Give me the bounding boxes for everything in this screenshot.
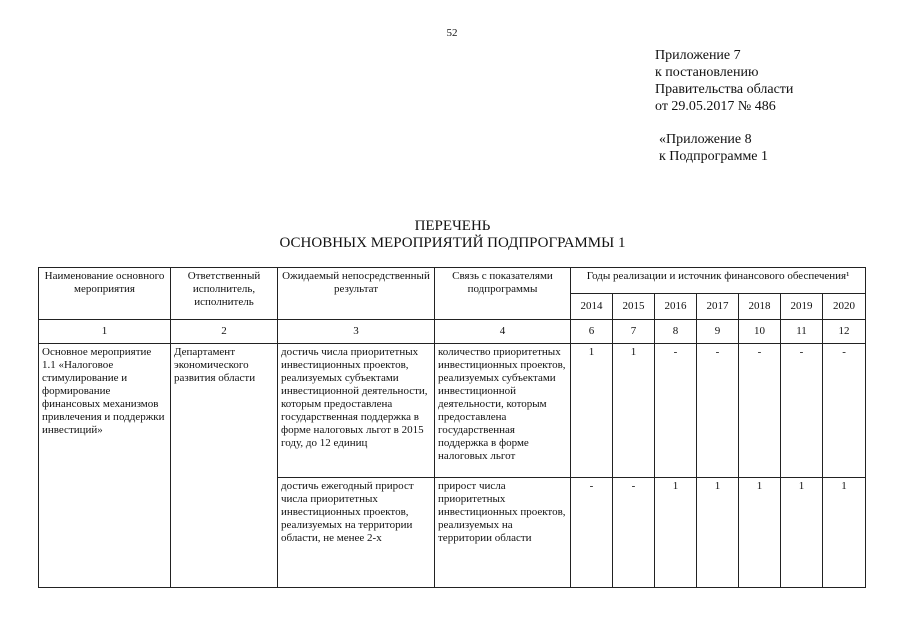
expected-result: достичь ежегодный прирост числа приоритетных инвестиционных проектов, реализуемых на территории области, не менее 2-х [278, 478, 435, 588]
year-cell: 2019 [781, 294, 823, 320]
column-number: 3 [278, 320, 435, 344]
annex-block-2 [659, 131, 768, 165]
column-number: 1 [39, 320, 171, 344]
annex-block [655, 47, 793, 115]
annex-line-1: Приложение 7 [655, 48, 741, 63]
column-number: 10 [739, 320, 781, 344]
value-cell: 1 [781, 478, 823, 588]
value-cell: 1 [655, 478, 697, 588]
value-cell: - [697, 344, 739, 478]
year-cell: 2016 [655, 294, 697, 320]
year-cell: 2014 [571, 294, 613, 320]
annex-line-2: к постановлению [655, 65, 759, 80]
value-cell: 1 [613, 344, 655, 478]
column-number: 2 [171, 320, 278, 344]
title-line-2: ОСНОВНЫХ МЕРОПРИЯТИЙ ПОДПРОГРАММЫ 1 [279, 235, 626, 251]
expected-result: достичь числа приоритетных инвестиционных проектов, реализуемых субъектами инвестиционной деятельности, которым предоставлена государственная поддержка в форме налоговых льгот в 2015 году, до 12 единиц [278, 344, 435, 478]
header-result: Ожидаемый непосредственный результат [278, 268, 435, 320]
header-name: Наименование основного мероприятия [39, 268, 171, 320]
value-cell: - [571, 478, 613, 588]
year-cell: 2018 [739, 294, 781, 320]
column-number: 11 [781, 320, 823, 344]
year-cell: 2020 [823, 294, 866, 320]
annex2-line-2: к Подпрограмме 1 [659, 149, 769, 164]
year-cell: 2015 [613, 294, 655, 320]
annex-line-3: Правительства области [655, 82, 794, 97]
indicator-link: количество приоритетных инвестиционных проектов, реализуемых субъектами инвестиционной деятельности, которым предоставлена государственная поддержка в форме налоговых льгот [435, 344, 571, 478]
annex2-line-1: «Приложение 8 [659, 132, 752, 147]
header-link: Связь с показателями подпрограммы [435, 268, 571, 320]
value-cell: - [613, 478, 655, 588]
column-number: 6 [571, 320, 613, 344]
header-years-group: Годы реализации и источник финансового обеспечения¹ [571, 268, 866, 294]
value-cell: - [739, 344, 781, 478]
measure-executor: Департамент экономического развития области [171, 344, 278, 588]
value-cell: - [823, 344, 866, 478]
title-line-1: ПЕРЕЧЕНЬ [414, 218, 491, 234]
column-number: 8 [655, 320, 697, 344]
column-number: 7 [613, 320, 655, 344]
page-number: 52 [446, 27, 458, 39]
value-cell: - [655, 344, 697, 478]
value-cell: - [781, 344, 823, 478]
column-number: 12 [823, 320, 866, 344]
column-number: 9 [697, 320, 739, 344]
value-cell: 1 [739, 478, 781, 588]
document-title [0, 218, 905, 252]
indicator-link: прирост числа приоритетных инвестиционных проектов, реализуемых на территории области [435, 478, 571, 588]
measures-table [38, 267, 866, 588]
table-row [39, 344, 866, 478]
value-cell: 1 [823, 478, 866, 588]
column-numbers-row [39, 320, 866, 344]
year-cell: 2017 [697, 294, 739, 320]
value-cell: 1 [697, 478, 739, 588]
annex-line-4: от 29.05.2017 № 486 [655, 99, 776, 114]
measure-name: Основное мероприятие 1.1 «Налоговое стимулирование и формирование финансовых механизмов привлечения и поддержки инвестиций» [39, 344, 171, 588]
column-number: 4 [435, 320, 571, 344]
value-cell: 1 [571, 344, 613, 478]
header-executor: Ответственный исполнитель, исполнитель [171, 268, 278, 320]
